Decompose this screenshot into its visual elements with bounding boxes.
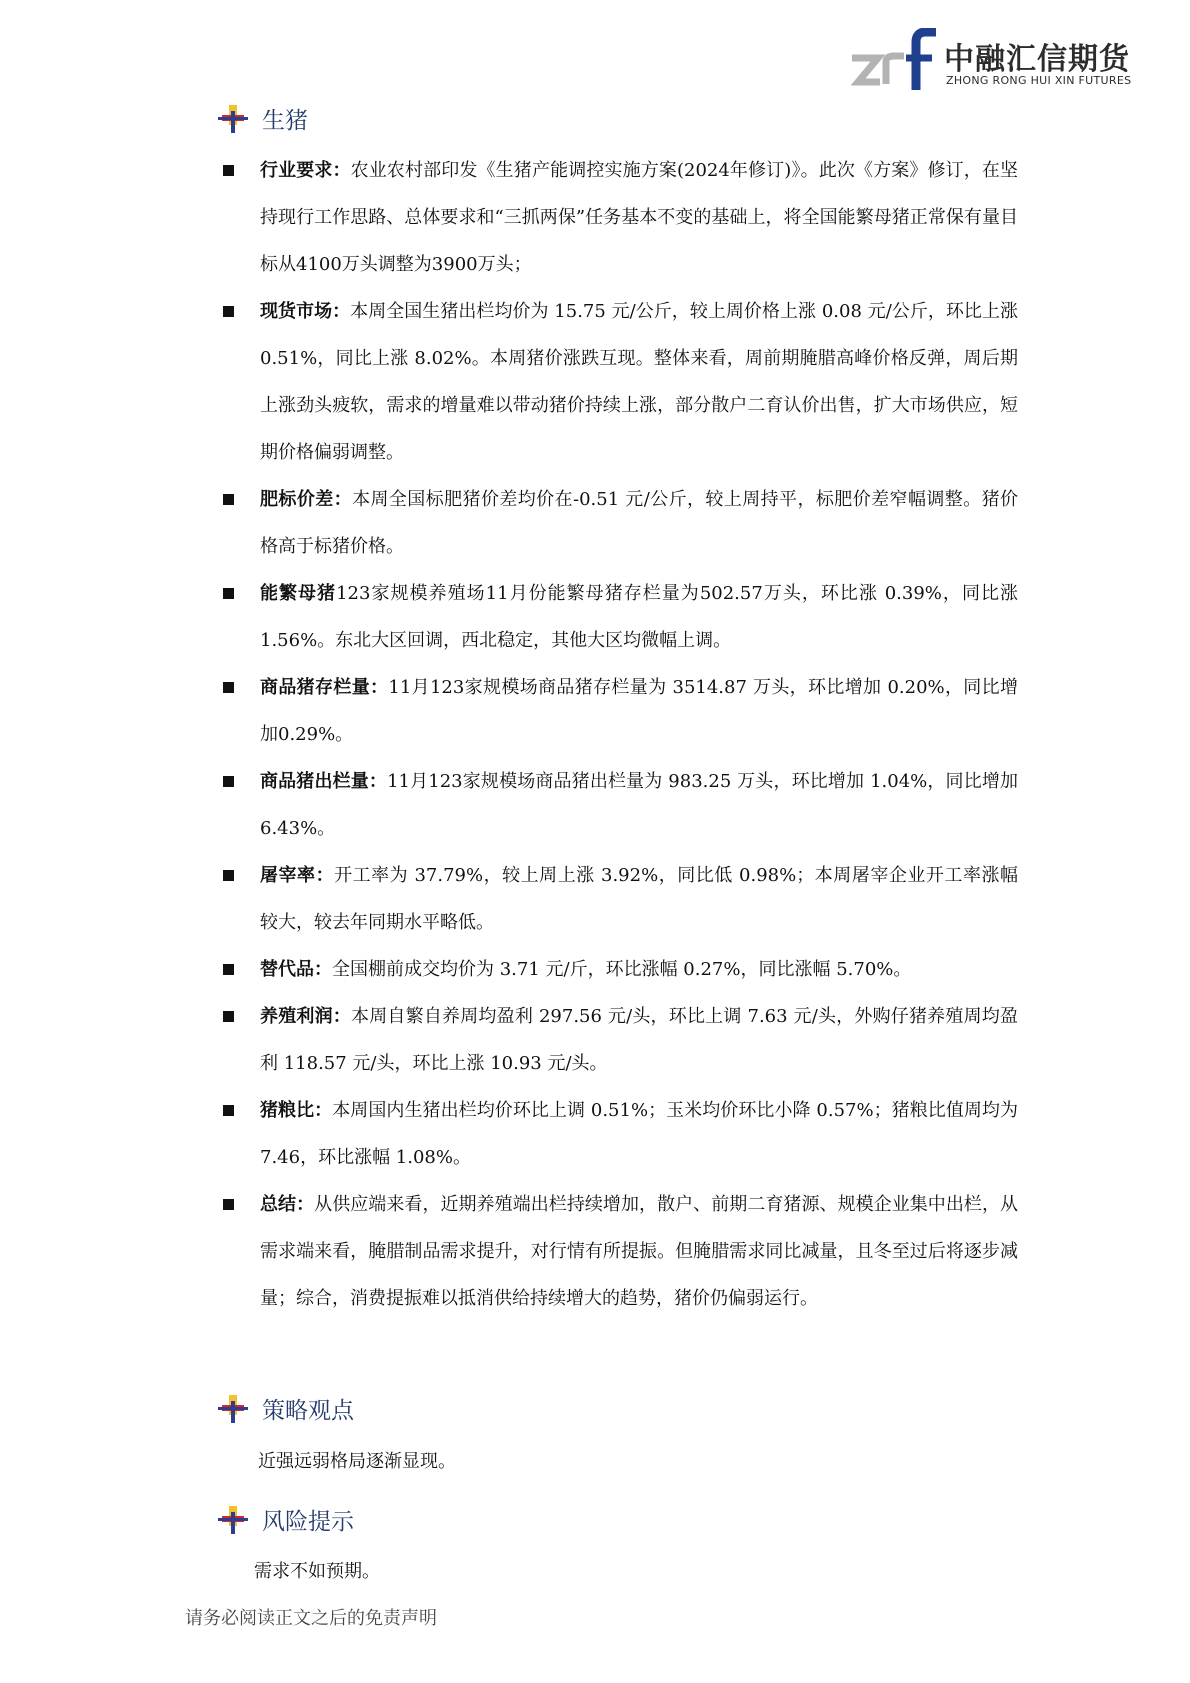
item-text: 本周国内生猪出栏均价环比上调 0.51%；玉米均价环比小降 0.57%；猪粮比值周均为 7.46，环比涨幅 1.08%。: [260, 1100, 1018, 1168]
item-text: 本周自繁自养周均盈利 297.56 元/头，环比上调 7.63 元/头，外购仔猪养殖周均盈利 118.57 元/头，环比上涨 10.93 元/头。: [260, 1006, 1018, 1074]
list-item: [218, 147, 1018, 288]
company-logo: [848, 28, 1132, 92]
bullet-cross-icon: [218, 1393, 248, 1423]
list-item: [218, 288, 1018, 476]
list-item: [218, 993, 1018, 1087]
section-heading-strategy: [218, 1388, 354, 1428]
item-label: 肥标价差：: [260, 489, 353, 510]
section-heading-hog: [218, 98, 308, 138]
item-label: 养殖利润：: [260, 1006, 352, 1027]
section-title: 风险提示: [262, 1508, 354, 1535]
risk-text: 需求不如预期。: [254, 1561, 380, 1582]
footer-disclaimer: 请务必阅读正文之后的免责声明: [185, 1608, 437, 1629]
section-title: 生猪: [262, 107, 308, 134]
item-label: 总结：: [260, 1194, 315, 1215]
item-text: 全国棚前成交均价为 3.71 元/斤，环比涨幅 0.27%，同比涨幅 5.70%。: [332, 959, 912, 980]
strategy-text: 近强远弱格局逐渐显现。: [258, 1451, 456, 1472]
item-text: 11月123家规模场商品猪出栏量为 983.25 万头，环比增加 1.04%，同比增加6.43%。: [260, 771, 1019, 839]
bullet-list: [218, 147, 1018, 1322]
item-label: 商品猪存栏量：: [260, 677, 389, 698]
square-bullet-icon: [223, 964, 234, 975]
section-heading-risk: [218, 1499, 354, 1539]
item-text: 开工率为 37.79%，较上周上涨 3.92%，同比低 0.98%；本周屠宰企业开工率涨幅较大，较去年同期水平略低。: [260, 865, 1018, 933]
item-label: 猪粮比：: [260, 1100, 333, 1121]
list-item: [218, 664, 1018, 758]
square-bullet-icon: [223, 494, 234, 505]
list-item: [218, 758, 1018, 852]
list-item: [218, 946, 1018, 993]
bullet-cross-icon: [218, 1504, 248, 1534]
square-bullet-icon: [223, 1199, 234, 1210]
item-label: 现货市场：: [260, 301, 351, 322]
square-bullet-icon: [223, 165, 234, 176]
item-text: 本周全国生猪出栏均价为 15.75 元/公斤，较上周价格上涨 0.08 元/公斤，环比上涨 0.51%，同比上涨 8.02%。本周猪价涨跌互现。整体来看，周前期腌腊高峰价格反弹，周后期上涨劲头疲软，需求的增量难以带动猪价持续上涨，部分散户二育认价出售，扩大市场供应，短期价格偏弱调整。: [260, 301, 1018, 463]
logo-english-name: ZHONG RONG HUI XIN FUTURES: [946, 74, 1132, 87]
item-label: 能繁母猪: [260, 583, 337, 604]
square-bullet-icon: [223, 682, 234, 693]
square-bullet-icon: [223, 1011, 234, 1022]
section-title: 策略观点: [262, 1397, 354, 1424]
logo-chinese-name: 中融汇信期货: [944, 42, 1130, 77]
list-item: [218, 1181, 1018, 1322]
square-bullet-icon: [223, 776, 234, 787]
zrf-logo-mark-icon: [848, 28, 940, 92]
square-bullet-icon: [223, 306, 234, 317]
item-text: 本周全国标肥猪价差均价在-0.51 元/公斤，较上周持平，标肥价差窄幅调整。猪价格高于标猪价格。: [260, 489, 1018, 557]
item-text: 从供应端来看，近期养殖端出栏持续增加，散户、前期二育猪源、规模企业集中出栏，从需求端来看，腌腊制品需求提升，对行情有所提振。但腌腊需求同比减量，且冬至过后将逐步减量；综合，消费提振难以抵消供给持续增大的趋势，猪价仍偏弱运行。: [260, 1194, 1019, 1309]
item-text: 123家规模养殖场11月份能繁母猪存栏量为502.57万头，环比涨 0.39%，同比涨 1.56%。东北大区回调，西北稳定，其他大区均微幅上调。: [260, 583, 1018, 651]
square-bullet-icon: [223, 870, 234, 881]
item-label: 行业要求：: [260, 160, 351, 181]
list-item: [218, 1087, 1018, 1181]
list-item: [218, 476, 1018, 570]
list-item: [218, 852, 1018, 946]
item-text: 农业农村部印发《生猪产能调控实施方案(2024年修订)》。此次《方案》修订，在坚持现行工作思路、总体要求和“三抓两保”任务基本不变的基础上，将全国能繁母猪正常保有量目标从4100万头调整为3900万头；: [260, 160, 1019, 275]
square-bullet-icon: [223, 1105, 234, 1116]
square-bullet-icon: [223, 588, 234, 599]
item-label: 商品猪出栏量：: [260, 771, 388, 792]
item-label: 屠宰率：: [260, 865, 335, 886]
item-text: 11月123家规模场商品猪存栏量为 3514.87 万头，环比增加 0.20%，同比增加0.29%。: [260, 677, 1018, 745]
list-item: [218, 570, 1018, 664]
bullet-cross-icon: [218, 103, 248, 133]
item-label: 替代品：: [260, 959, 332, 980]
